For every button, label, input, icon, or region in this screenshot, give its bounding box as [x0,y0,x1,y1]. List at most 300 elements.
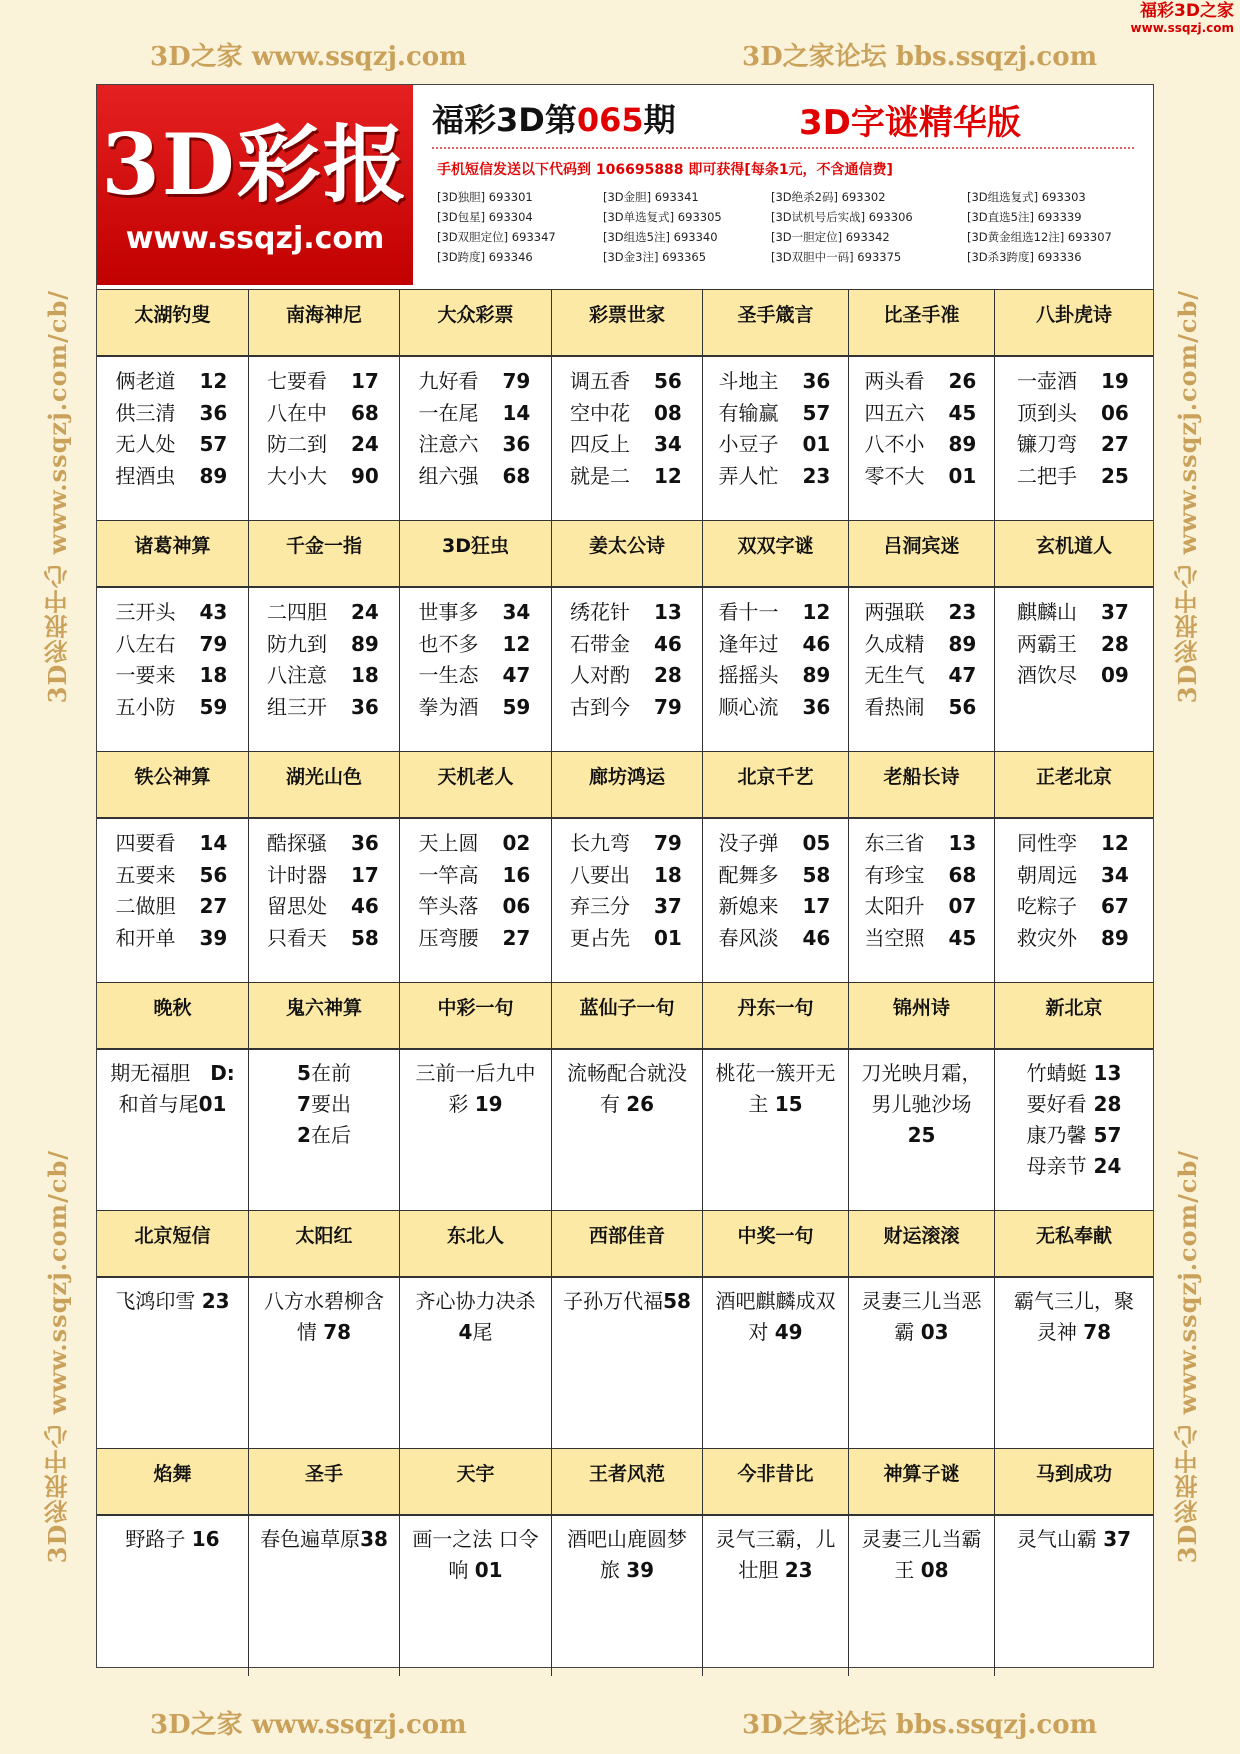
riddle-phrase: 两强联 [864,600,925,624]
riddle-entry [404,827,547,859]
sms-code-label: [3D试机号后实战] [771,210,866,224]
riddle-phrase: 捏酒虫 [115,463,176,488]
riddle-number: 49 [774,1320,803,1344]
column-header: 南海神尼 [249,290,400,356]
riddle-number: 58 [663,1289,691,1313]
sms-code-item [437,209,603,225]
riddle-number: 14 [199,831,228,855]
riddle-phrase: 灵气山霸 [1016,1527,1104,1551]
riddle-cell [249,588,400,751]
riddle-number: 17 [351,862,379,887]
riddle-number: 78 [323,1320,352,1344]
riddle-text [853,1524,990,1586]
riddle-cell [97,357,249,520]
riddle-phrase: 配舞多 [718,862,779,887]
riddle-number: 18 [199,663,228,687]
riddle-phrase: 春色遍草原 [260,1527,361,1551]
riddle-entry [101,691,244,723]
riddle-entry [707,428,844,460]
column-header: 大众彩票 [400,290,552,356]
column-header: 比圣手准 [849,290,995,356]
riddle-entry [556,659,698,691]
riddle-phrase: 有珍宝 [864,862,925,887]
riddle-number: 56 [654,369,682,393]
riddle-cell [400,1516,552,1676]
riddle-number: 08 [654,400,682,425]
riddle-number: 46 [802,925,831,950]
riddle-cell [249,1278,400,1448]
riddle-text [404,1286,547,1348]
column-header: 正老北京 [995,752,1153,818]
riddle-phrase: 三前一后九中彩 [415,1061,536,1116]
riddle-entry [404,922,547,954]
riddle-phrase: 组六强 [418,463,479,488]
section-header-row [97,751,1153,818]
sms-code-value: 693305 [674,210,722,224]
riddle-phrase: 二四胆 [267,600,327,624]
riddle-text [707,1058,844,1120]
riddle-phrase: 酷探骚 [267,831,327,855]
riddle-entry [707,596,844,628]
column-header: 财运滚滚 [849,1211,995,1277]
riddle-number: 18 [351,663,379,687]
riddle-cell [995,357,1153,520]
riddle-phrase: 一壶酒 [1017,369,1077,393]
riddle-entry [404,428,547,460]
riddle-number: 79 [199,631,228,656]
riddle-number: 57 [802,400,831,425]
riddle-text [253,1286,395,1348]
riddle-phrase: 三开头 [115,600,176,624]
riddle-cell [849,1516,995,1676]
riddle-phrase: 计时器 [267,862,327,887]
riddle-cell [400,588,552,751]
riddle-entry [853,859,990,891]
riddle-number: 47 [502,663,531,687]
riddle-entry [853,596,990,628]
riddle-number: 25 [1101,463,1129,488]
riddle-number: 5 [297,1061,311,1085]
brand-logo [97,85,413,285]
riddle-phrase: 逢年过 [718,631,779,656]
column-header: 北京千艺 [703,752,849,818]
sms-code-label: [3D双胆中一码] [771,250,854,264]
riddle-phrase: 注意六 [418,432,479,456]
riddle-number: 4 [458,1320,473,1344]
riddle-cell [552,1050,703,1210]
riddle-phrase: 太阳升 [864,894,925,918]
riddle-number: 37 [654,894,682,918]
riddle-number: 06 [1101,400,1129,425]
column-header: 天机老人 [400,752,552,818]
section-header-row [97,289,1153,356]
riddle-phrase: 灵妻三儿当霸王 [861,1527,982,1582]
riddle-text [253,1524,395,1555]
riddle-number: 12 [1101,831,1129,855]
riddle-entry [253,460,395,492]
riddle-entry [999,659,1149,691]
riddle-phrase: 新媳来 [718,894,779,918]
riddle-phrase: 四反上 [570,432,630,456]
column-header: 玄机道人 [995,521,1153,587]
riddle-phrase: 留思处 [267,894,327,918]
riddle-entry [556,890,698,922]
column-header: 今非昔比 [703,1449,849,1515]
riddle-cell [703,588,849,751]
riddle-phrase: 尾 [472,1320,493,1344]
sms-code-item [437,229,603,245]
riddle-phrase: 八要出 [570,862,630,887]
riddle-number: 67 [1101,894,1129,918]
riddle-entry [853,365,990,397]
issue-number: 065 [576,101,644,139]
riddle-entry [999,890,1149,922]
riddle-cell [703,1050,849,1210]
column-header: 铁公神算 [97,752,249,818]
riddle-entry [253,628,395,660]
riddle-entry [101,365,244,397]
riddle-phrase: 桃花一簇开无主 [715,1061,836,1116]
riddle-text [101,1058,244,1120]
riddle-phrase: 在前 [310,1061,351,1085]
riddle-number: 01 [802,432,831,456]
riddle-cell [400,1050,552,1210]
column-header: 太阳红 [249,1211,400,1277]
corner-brand-logo [1131,2,1234,35]
riddle-cell [97,1050,249,1210]
riddle-cell [249,357,400,520]
riddle-phrase: 没子弹 [718,831,779,855]
riddle-text [999,1058,1149,1182]
riddle-number: 56 [948,694,977,719]
riddle-entry [253,428,395,460]
riddle-number: 68 [502,463,531,488]
riddle-number: 14 [502,400,531,425]
riddle-phrase: 两霸王 [1017,631,1077,656]
riddle-cell [995,1278,1153,1448]
riddle-entry [253,922,395,954]
riddle-number: 12 [199,369,228,393]
riddle-entry [556,827,698,859]
riddle-number: 01 [948,463,977,488]
riddle-number: 57 [199,432,228,456]
riddle-phrase: 东三省 [864,831,925,855]
riddle-phrase: 七要看 [267,369,327,393]
riddle-phrase: 八注意 [267,663,327,687]
column-header: 西部佳音 [552,1211,703,1277]
column-header: 焰舞 [97,1449,249,1515]
riddle-phrase: 五小防 [115,694,176,719]
riddle-entry [853,659,990,691]
watermark-side-right-1: 3D彩报中心 www.ssqzj.com/cb/ [1173,290,1202,704]
riddle-entry [253,859,395,891]
column-header: 双双字谜 [703,521,849,587]
sms-code-item [967,209,1147,225]
riddle-entry [707,659,844,691]
riddle-entry [253,397,395,429]
riddle-phrase: 四要看 [115,831,176,855]
riddle-number: 18 [654,862,682,887]
riddle-entry [707,628,844,660]
riddle-phrase: 看热闹 [864,694,925,719]
riddle-cell [97,819,249,982]
riddle-phrase: 弄人忙 [718,463,779,488]
column-header: 晚秋 [97,983,249,1049]
riddle-cell [849,588,995,751]
riddle-entry [404,890,547,922]
riddle-cell [849,1050,995,1210]
riddle-cell [400,357,552,520]
riddle-phrase: 八方水碧柳含情 [264,1289,384,1344]
riddle-phrase: 野路子 [125,1527,192,1551]
sms-code-label: [3D单选复式] [603,210,675,224]
column-header: 八卦虎诗 [995,290,1153,356]
riddle-entry [253,365,395,397]
sms-code-label: [3D一胆定位] [771,230,843,244]
riddle-number: 01 [474,1558,503,1582]
riddle-cell [97,1278,249,1448]
riddle-entry [101,659,244,691]
sms-code-value: 693302 [837,190,886,204]
riddle-phrase: 更占先 [570,925,630,950]
riddle-text [556,1058,698,1120]
riddle-phrase: 霸气三儿，聚灵神 [1014,1289,1134,1344]
riddle-number: D: [210,1061,235,1085]
sms-code-item [603,189,771,205]
riddle-number: 15 [774,1092,803,1116]
riddle-phrase: 一竿高 [418,862,479,887]
riddle-number: 13 [948,831,977,855]
riddle-entry [556,628,698,660]
riddle-entry [404,659,547,691]
riddle-number: 02 [502,831,531,855]
sms-code-value: 693307 [1064,230,1112,244]
riddle-cell [849,819,995,982]
sms-code-value: 693304 [485,210,533,224]
column-header: 鬼六神算 [249,983,400,1049]
riddle-text [101,1524,244,1555]
riddle-phrase: 九好看 [418,369,479,393]
riddle-number: 79 [654,831,682,855]
riddle-entry [853,628,990,660]
riddle-entry [853,428,990,460]
riddle-phrase: 看十一 [718,600,779,624]
riddle-number: 89 [351,631,379,656]
sms-code-label: [3D组选5注] [603,230,670,244]
riddle-entry [556,859,698,891]
riddle-phrase: 一要来 [115,663,176,687]
riddle-text [404,1524,547,1586]
sms-code-item [967,189,1147,205]
riddle-entry [101,890,244,922]
riddle-phrase: 竿头落 [418,894,479,918]
newspaper-sheet [96,84,1154,1668]
section-body-row [97,1049,1153,1210]
riddle-entry [101,428,244,460]
riddle-phrase: 要出 [310,1092,351,1116]
section-header-row [97,982,1153,1049]
sms-code-value: 693303 [1038,190,1086,204]
riddle-phrase: 二做胆 [115,894,176,918]
riddle-number: 89 [199,463,228,488]
sms-code-item [603,229,771,245]
riddle-number: 01 [654,925,682,950]
riddle-entry [999,460,1149,492]
riddle-entry [101,827,244,859]
riddle-text [999,1286,1149,1348]
riddle-phrase: 画一之法 口令响 [412,1527,539,1582]
riddle-entry [253,691,395,723]
title-suffix: 期 [643,101,676,139]
watermark-bottom-right: 3D之家论坛 bbs.ssqzj.com [742,1710,1098,1740]
riddle-phrase: 顺心流 [718,694,779,719]
riddle-number: 16 [191,1527,220,1551]
riddle-grid [97,289,1153,1676]
riddle-cell [849,357,995,520]
riddle-number: 23 [784,1558,813,1582]
riddle-phrase: 灵妻三儿当恶霸 [861,1289,982,1344]
riddle-number: 90 [351,463,379,488]
riddle-entry [101,628,244,660]
column-header: 诸葛神算 [97,521,249,587]
riddle-number: 13 [654,600,682,624]
riddle-number: 2 [297,1123,311,1147]
column-header: 3D狂虫 [400,521,552,587]
riddle-number: 19 [474,1092,503,1116]
riddle-phrase: 八在中 [267,400,327,425]
riddle-phrase: 子孙万代福 [563,1289,664,1313]
corner-url: www.ssqzj.com [1130,20,1234,35]
riddle-text [853,1058,990,1151]
riddle-number: 58 [802,862,831,887]
column-header: 中彩一句 [400,983,552,1049]
riddle-cell [552,357,703,520]
sms-code-value: 693341 [651,190,699,204]
riddle-entry [853,890,990,922]
riddle-cell [400,1278,552,1448]
riddle-entry [999,827,1149,859]
sms-code-item [967,229,1147,245]
riddle-number: 59 [502,694,531,719]
sms-code-item [771,229,967,245]
sms-code-label: [3D绝杀2码] [771,190,838,204]
column-header: 蓝仙子一句 [552,983,703,1049]
riddle-number: 06 [502,894,531,918]
riddle-number: 12 [654,463,682,488]
riddle-phrase: 康乃馨 [1026,1123,1087,1147]
riddle-phrase: 母亲节 [1026,1154,1087,1178]
riddle-cell [703,1516,849,1676]
riddle-number: 38 [360,1527,388,1551]
column-header: 千金一指 [249,521,400,587]
riddle-text [707,1524,844,1586]
watermark-top-right: 3D之家论坛 bbs.ssqzj.com [742,42,1098,72]
riddle-cell [703,357,849,520]
riddle-phrase: 只看天 [267,925,327,950]
riddle-number: 23 [948,600,977,624]
riddle-phrase: 酒吧麒麟成双对 [715,1289,836,1344]
sms-code-value: 693340 [669,230,718,244]
riddle-number: 58 [351,925,379,950]
column-header: 东北人 [400,1211,552,1277]
sms-code-item [771,249,967,265]
sms-code-value: 693342 [842,230,890,244]
riddle-cell [849,1278,995,1448]
riddle-phrase: 刀光映月霜，男儿驰沙场 [861,1061,982,1116]
watermark-side-left-1: 3D彩报中心 www.ssqzj.com/cb/ [43,290,72,704]
riddle-number: 19 [1101,369,1129,393]
riddle-phrase: 麒麟山 [1017,600,1077,624]
riddle-cell [400,819,552,982]
riddle-phrase: 就是二 [570,463,630,488]
riddle-number: 03 [920,1320,949,1344]
column-header: 圣手 [249,1449,400,1515]
riddle-number: 89 [948,432,977,456]
riddle-number: 46 [351,894,379,918]
sms-code-item [771,189,967,205]
riddle-entry [853,460,990,492]
riddle-cell [552,588,703,751]
riddle-cell [97,588,249,751]
column-header: 无私奉献 [995,1211,1153,1277]
riddle-entry [999,922,1149,954]
divider [432,147,1134,149]
section-body-row [97,587,1153,751]
section-body-row [97,818,1153,982]
riddle-phrase: 拳为酒 [418,694,479,719]
riddle-entry [999,628,1149,660]
riddle-entry [556,365,698,397]
riddle-phrase: 同性孪 [1017,831,1077,855]
riddle-phrase: 大小大 [267,463,327,488]
riddle-number: 26 [948,369,977,393]
riddle-number: 78 [1083,1320,1112,1344]
riddle-number: 13 [1086,1061,1122,1085]
sms-code-value: 693336 [1033,250,1082,264]
riddle-phrase: 一生态 [418,663,479,687]
riddle-phrase: 两头看 [864,369,925,393]
riddle-number: 16 [502,862,531,887]
riddle-number: 45 [948,400,977,425]
riddle-number: 07 [948,894,977,918]
riddle-entry [707,890,844,922]
riddle-entry [404,596,547,628]
riddle-entry [556,922,698,954]
riddle-phrase: 飞鸿印雪 [115,1289,202,1313]
riddle-number: 09 [1101,663,1129,687]
riddle-phrase: 人对酌 [570,663,630,687]
riddle-text [556,1524,698,1586]
column-header: 神算子谜 [849,1449,995,1515]
riddle-number: 45 [948,925,977,950]
edition-subtitle: 3D字谜精华版 [799,103,1021,143]
riddle-number: 34 [1101,862,1129,887]
sms-code-item [603,209,771,225]
column-header: 廊坊鸿运 [552,752,703,818]
riddle-entry [999,428,1149,460]
riddle-entry [707,859,844,891]
riddle-cell [995,1050,1153,1210]
corner-brand: 福彩3D之家 [1140,1,1234,21]
riddle-number: 89 [948,631,977,656]
riddle-number: 34 [654,432,682,456]
riddle-phrase: 期无福胆 [110,1061,211,1085]
riddle-entry [853,827,990,859]
riddle-phrase: 无生气 [864,663,925,687]
sms-code-label: [3D金3注] [603,250,659,264]
riddle-number: 36 [351,694,379,719]
riddle-entry [101,596,244,628]
